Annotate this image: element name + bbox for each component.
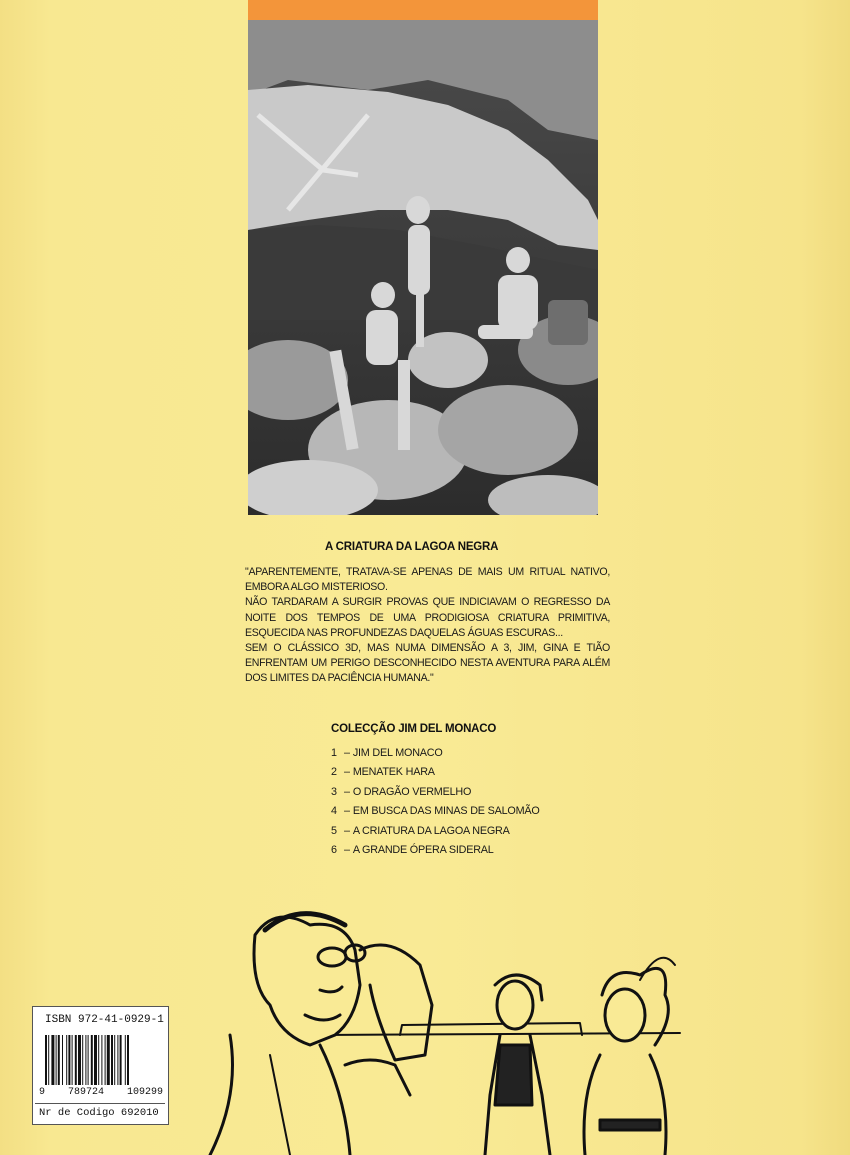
product-code: Nr de Codigo 692010 (35, 1103, 165, 1121)
series-item: 1 – JIM DEL MONACO (331, 747, 443, 759)
series-title: COLECÇÃO JIM DEL MONACO (331, 723, 497, 735)
barcode-label (32, 1006, 169, 1125)
series-list (331, 744, 540, 860)
book-title: A CRIATURA DA LAGOA NEGRA (325, 541, 499, 553)
series-item: 6 – A GRANDE ÓPERA SIDERAL (331, 844, 494, 857)
series-item: 4 – EM BUSCA DAS MINAS DE SALOMÃO (331, 805, 540, 818)
orange-strip (248, 0, 598, 20)
synopsis-paragraph: SEM O CLÁSSICO 3D, MAS NUMA DIMENSÃO A 3, JIM, GINA E TIÃO ENFRENTAM UM PERIGO DESCONHECIDO NESTA AVENTURA PARA ALÉM DOS LIMITES DA PACIÊNCIA HUMANA." (245, 642, 610, 685)
book-synopsis (245, 565, 610, 687)
barcode-digits: 9 789724 109299 (39, 1087, 163, 1098)
synopsis-paragraph: "APARENTEMENTE, TRATAVA-SE APENAS DE MAIS UM RITUAL NATIVO, EMBORA ALGO MISTERIOSO. (245, 566, 610, 594)
series-item: 3 – O DRAGÃO VERMELHO (331, 785, 472, 798)
series-item: 2 – MENATEK HARA (331, 766, 435, 779)
series-item: 5 – A CRIATURA DA LAGOA NEGRA (331, 824, 510, 837)
synopsis-paragraph: NÃO TARDARAM A SURGIR PROVAS QUE INDICIAVAM O REGRESSO DA NOITE DOS TEMPOS DE UMA PRODIGIOSA CRIATURA PRIMITIVA, ESQUECIDA NAS PROFUNDEZAS DAQUELAS ÁGUAS ESCURAS... (245, 596, 610, 639)
cover-photo (248, 20, 598, 515)
isbn-text: ISBN 972-41-0929-1 (45, 1014, 164, 1026)
barcode-icon (45, 1035, 157, 1087)
characters-illustration (170, 895, 690, 1155)
